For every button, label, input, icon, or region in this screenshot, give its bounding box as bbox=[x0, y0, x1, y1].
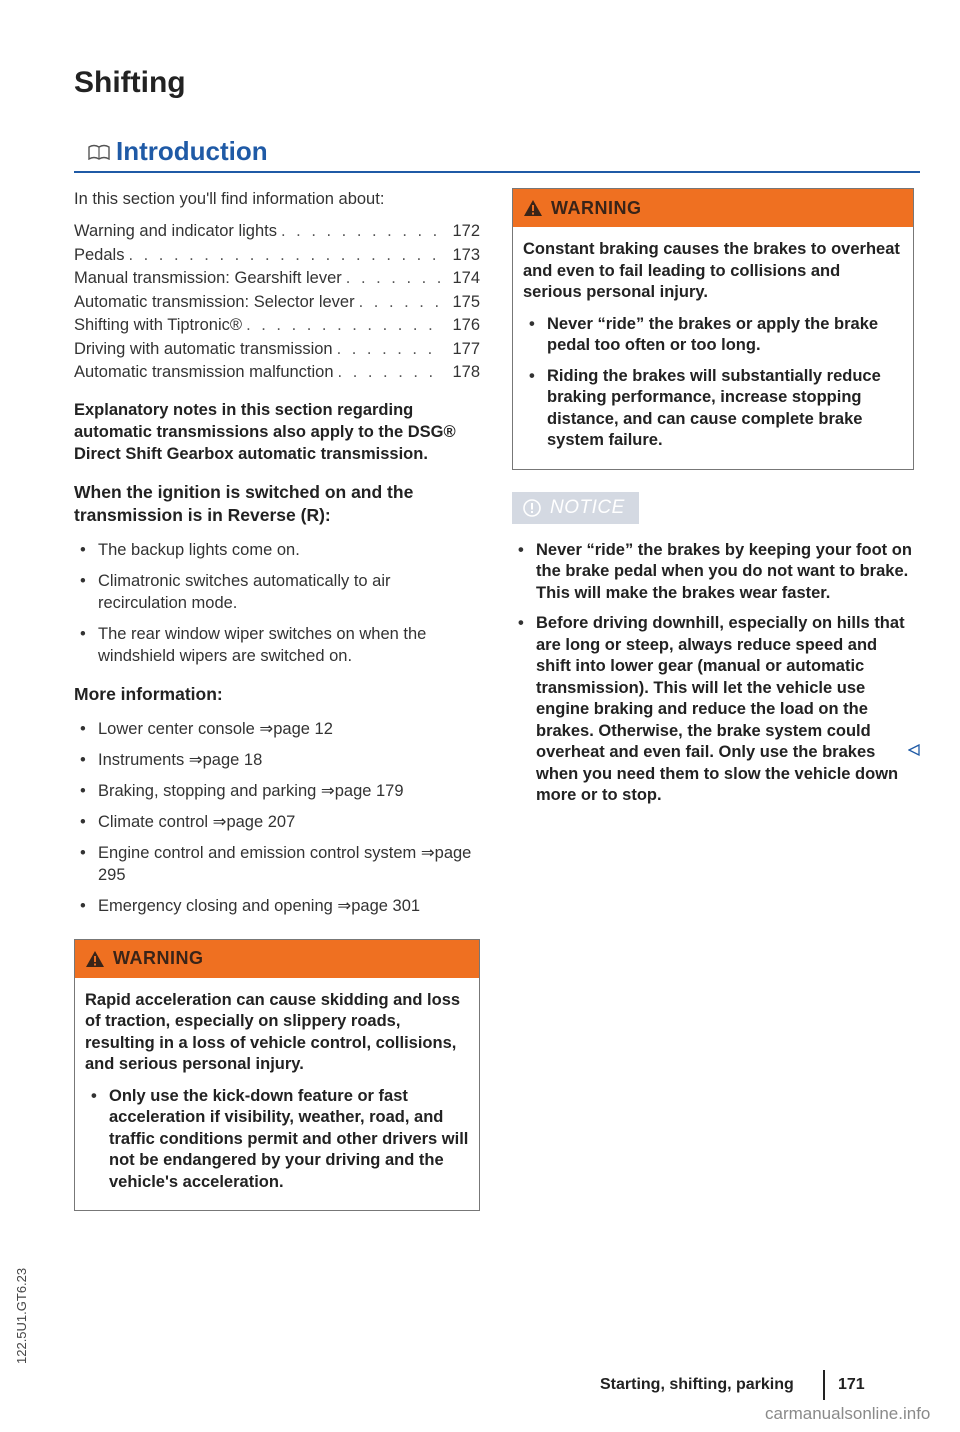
toc-item[interactable]: Automatic transmission: Selector lever . . . 175 bbox=[74, 291, 480, 315]
toc-item[interactable]: Pedals . . . 173 bbox=[74, 244, 480, 268]
notice-body bbox=[512, 540, 914, 807]
cross-reference-link[interactable]: • Braking, stopping and parking ⇒page 179 bbox=[74, 780, 480, 802]
page-number: 171 bbox=[838, 1376, 865, 1393]
right-column bbox=[512, 188, 914, 816]
intro-text: In this section you'll find information about: bbox=[74, 190, 385, 208]
cross-reference-link[interactable]: • Instruments ⇒page 18 bbox=[74, 749, 480, 771]
warning-body bbox=[513, 227, 913, 469]
left-column bbox=[74, 188, 480, 1211]
list-item: • Climatronic switches automatically to air recirculation mode. bbox=[74, 570, 480, 614]
notice-icon bbox=[522, 498, 542, 518]
warning-list bbox=[85, 1086, 469, 1194]
document-code: 122.5U1.GT6.23 bbox=[14, 1267, 29, 1364]
toc-item[interactable]: Driving with automatic transmission . . . 177 bbox=[74, 338, 480, 362]
section-end-icon bbox=[908, 744, 920, 756]
chapter-title: Shifting bbox=[74, 66, 186, 99]
section-rule bbox=[74, 171, 920, 173]
notice-list bbox=[512, 540, 914, 807]
toc-item[interactable]: Automatic transmission malfunction . . . 178 bbox=[74, 361, 480, 385]
toc-item[interactable]: Manual transmission: Gearshift lever . . . 174 bbox=[74, 267, 480, 291]
warning-list bbox=[523, 314, 903, 452]
watermark-text: carmanualsonline.info bbox=[765, 1404, 931, 1423]
warning-label: WARNING bbox=[113, 948, 204, 968]
footer-divider bbox=[823, 1370, 825, 1400]
warning-body bbox=[75, 978, 479, 1211]
explanatory-note: Explanatory notes in this section regarding automatic transmissions also apply to the DSG® Direct Shift Gearbox automatic transmission. bbox=[74, 400, 456, 463]
warning-lead: Rapid acceleration can cause skidding and loss of traction, especially on slippery roads, resulting in a loss of vehicle control, collisions, and serious personal injury. bbox=[85, 990, 461, 1073]
warning-triangle-icon bbox=[85, 950, 105, 968]
more-info-list bbox=[74, 718, 480, 917]
list-item: • Never “ride” the brakes or apply the brake pedal too often or too long. bbox=[523, 314, 903, 357]
section-title: Introduction bbox=[116, 136, 268, 166]
reverse-list bbox=[74, 539, 480, 667]
warning-header bbox=[513, 189, 913, 227]
warning-box bbox=[74, 939, 480, 1212]
notice-header bbox=[512, 492, 639, 524]
toc-item[interactable]: Warning and indicator lights . . . 172 bbox=[74, 220, 480, 244]
list-item: • The rear window wiper switches on when the windshield wipers are switched on. bbox=[74, 623, 480, 667]
warning-lead: Constant braking causes the brakes to overheat and even to fail leading to collisions and serious personal injury. bbox=[523, 240, 900, 301]
footer-section-name: Starting, shifting, parking bbox=[600, 1376, 794, 1393]
warning-label: WARNING bbox=[551, 197, 642, 218]
cross-reference-link[interactable]: • Climate control ⇒page 207 bbox=[74, 811, 480, 833]
more-info-heading: More information: bbox=[74, 683, 223, 704]
list-item: • Never “ride” the brakes by keeping your foot on the brake pedal when you do not want to brake. This will make the brakes wear faster. bbox=[512, 540, 914, 605]
toc-item[interactable]: Shifting with Tiptronic® . . . 176 bbox=[74, 314, 480, 338]
list-item: • The backup lights come on. bbox=[74, 539, 480, 561]
list-item: • Only use the kick-down feature or fast acceleration if visibility, weather, road, and traffic conditions permit and other drivers will not be endangered by your driving and the vehicle's acceleration. bbox=[85, 1086, 469, 1194]
book-icon bbox=[88, 144, 110, 160]
cross-reference-link[interactable]: • Emergency closing and opening ⇒page 301 bbox=[74, 895, 480, 917]
reverse-heading: When the ignition is switched on and the transmission is in Reverse (R): bbox=[74, 481, 414, 525]
notice-label: NOTICE bbox=[550, 496, 625, 518]
cross-reference-link[interactable]: • Engine control and emission control system ⇒page 295 bbox=[74, 842, 480, 886]
toc-list bbox=[74, 220, 480, 385]
list-item: • Riding the brakes will substantially reduce braking performance, increase stopping distance, and can cause complete brake system failure. bbox=[523, 366, 903, 452]
warning-box bbox=[512, 188, 914, 470]
cross-reference-link[interactable]: • Lower center console ⇒page 12 bbox=[74, 718, 480, 740]
warning-header bbox=[75, 940, 479, 978]
warning-triangle-icon bbox=[523, 199, 543, 217]
list-item: • Before driving downhill, especially on hills that are long or steep, always reduce speed and shift into lower gear (manual or automatic transmission). This will let the vehicle use engine braking and reduce the load on the brakes. Otherwise, the brake system could overheat and even fail. Only use the brakes when you need them to slow the vehicle down more or to stop. bbox=[512, 613, 914, 807]
